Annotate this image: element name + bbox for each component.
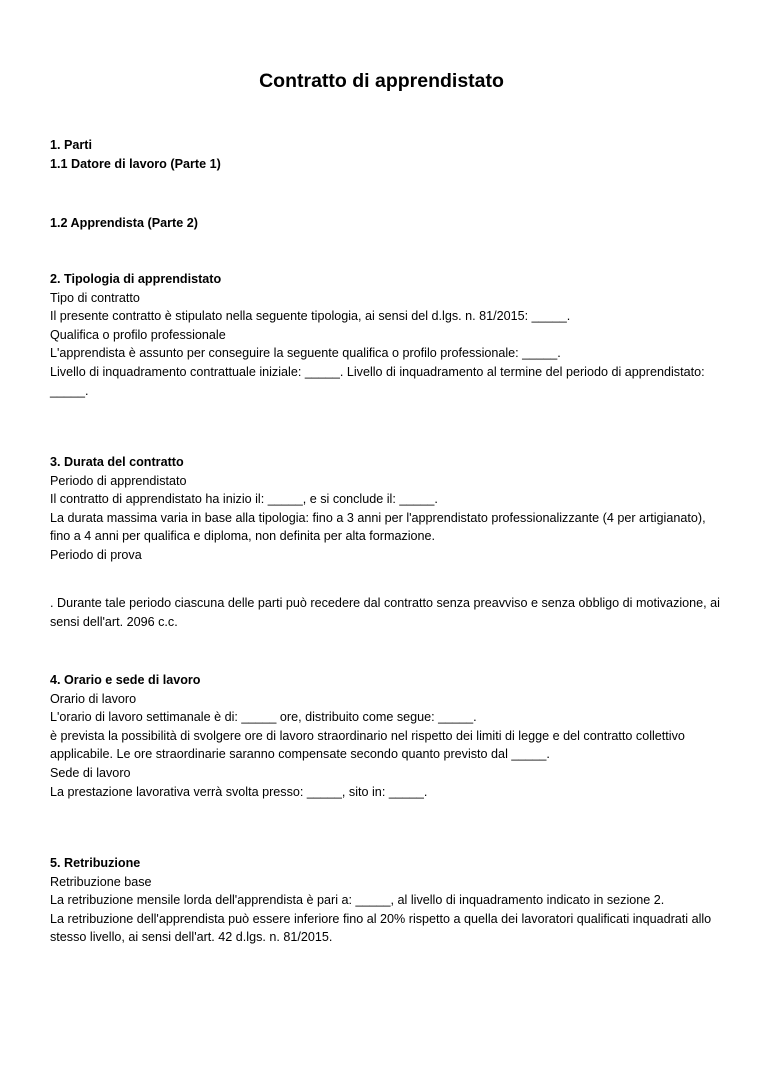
section-3-paragraph-date: Il contratto di apprendistato ha inizio il: _____, e si conclude il: _____. bbox=[50, 492, 438, 507]
section-2-subheading-tipo: Tipo di contratto bbox=[50, 290, 140, 305]
section-durata-prova bbox=[50, 594, 720, 631]
section-5-heading: 5. Retribuzione bbox=[50, 856, 141, 870]
section-2-heading: 2. Tipologia di apprendistato bbox=[50, 272, 222, 286]
section-2-paragraph-qualifica: L'apprendista è assunto per conseguire la seguente qualifica o profilo professionale: _____. bbox=[50, 346, 561, 361]
section-5-paragraph-riduzione: La retribuzione dell'apprendista può essere inferiore fino al 20% rispetto a quella dei lavoratori qualificati inquadrati allo stesso livello, ai sensi dell'art. 42 d.lgs. n. 81/2015. bbox=[50, 911, 712, 945]
section-parti bbox=[50, 136, 720, 173]
section-4-subheading-orario: Orario di lavoro bbox=[50, 691, 137, 706]
section-1-heading: 1. Parti bbox=[50, 138, 92, 152]
section-4-paragraph-orario: L'orario di lavoro settimanale è di: _____ ore, distribuito come segue: _____. bbox=[50, 710, 477, 725]
section-4-subheading-sede: Sede di lavoro bbox=[50, 765, 131, 780]
section-3-subheading-periodo: Periodo di apprendistato bbox=[50, 473, 187, 488]
section-5-paragraph-importo: La retribuzione mensile lorda dell'apprendista è pari a: _____, al livello di inquadramento indicato in sezione 2. bbox=[50, 893, 665, 908]
section-orario bbox=[50, 671, 720, 801]
section-1-1-heading: 1.1 Datore di lavoro (Parte 1) bbox=[50, 156, 221, 171]
section-2-subheading-qualifica: Qualifica o profilo professionale bbox=[50, 327, 226, 342]
section-retribuzione bbox=[50, 854, 720, 947]
section-3-heading: 3. Durata del contratto bbox=[50, 455, 184, 469]
section-tipologia bbox=[50, 270, 720, 400]
section-durata bbox=[50, 453, 720, 565]
section-4-paragraph-straordinario: è prevista la possibilità di svolgere ore di lavoro straordinario nel rispetto dei limiti di legge e del contratto collettivo applicabile. Le ore straordinarie saranno compensate secondo quanto previsto dal _____. bbox=[50, 728, 685, 762]
section-2-paragraph-tipo: Il presente contratto è stipulato nella seguente tipologia, ai sensi del d.lgs. n. 81/2015: _____. bbox=[50, 309, 571, 324]
section-3-paragraph-prova: . Durante tale periodo ciascuna delle parti può recedere dal contratto senza preavviso e senza obbligo di motivazione, ai sensi dell'art. 2096 c.c. bbox=[50, 596, 720, 629]
section-4-heading: 4. Orario e sede di lavoro bbox=[50, 673, 201, 687]
section-1-2-heading: 1.2 Apprendista (Parte 2) bbox=[50, 216, 198, 230]
section-4-paragraph-sede: La prestazione lavorativa verrà svolta presso: _____, sito in: _____. bbox=[50, 784, 428, 799]
section-3-subheading-prova: Periodo di prova bbox=[50, 547, 142, 562]
section-parti-2 bbox=[50, 214, 720, 233]
section-5-subheading-base: Retribuzione base bbox=[50, 874, 152, 889]
section-2-paragraph-livello: Livello di inquadramento contrattuale iniziale: _____. Livello di inquadramento al termine del periodo di apprendistato: _____. bbox=[50, 364, 705, 398]
section-3-paragraph-durata: La durata massima varia in base alla tipologia: fino a 3 anni per l'apprendistato professionalizzante (4 per artigianato), fino a 4 anni per qualifica e diploma, non definita per alta formazione. bbox=[50, 510, 706, 544]
document-title: Contratto di apprendistato bbox=[259, 70, 504, 92]
